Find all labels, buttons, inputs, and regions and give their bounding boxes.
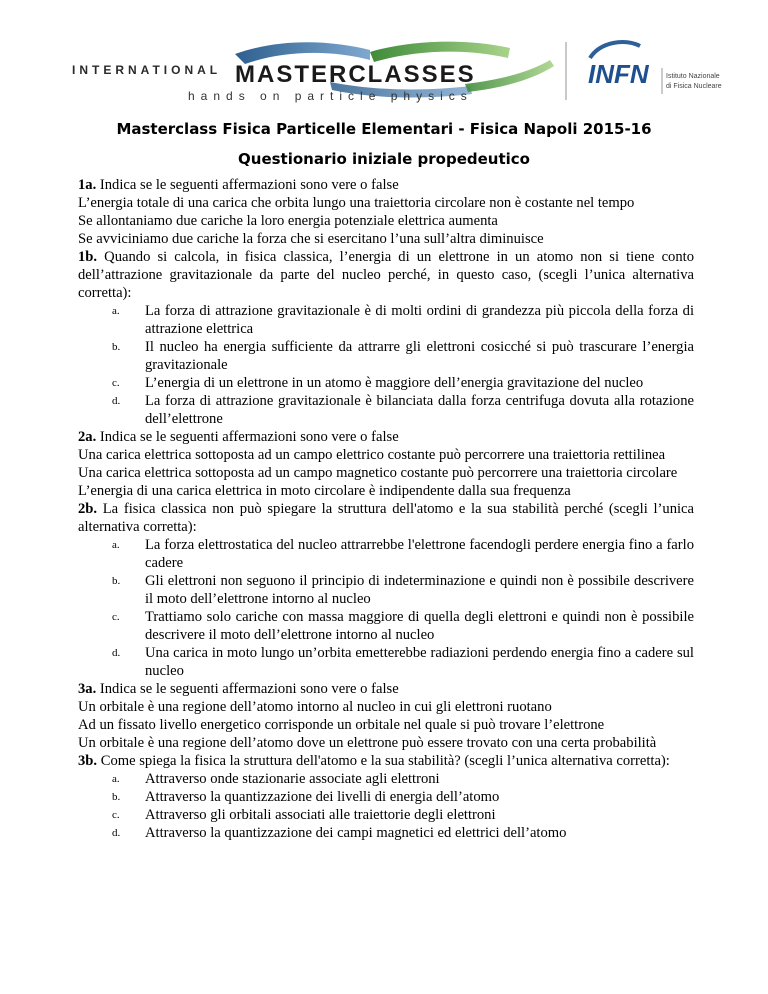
option-item — [78, 536, 694, 572]
option-item — [78, 338, 694, 374]
question-3b — [78, 752, 694, 770]
option-text: L’energia di un elettrone in un atomo è maggiore dell’energia gravitazione del nucleo — [145, 375, 644, 391]
option-item — [78, 806, 694, 824]
masterclasses-logo — [70, 38, 560, 104]
option-item — [78, 824, 694, 842]
option-text: Il nucleo ha energia sufficiente da attrarre gli elettroni cosicché si può trascurare l’energia gravitazionale — [145, 339, 694, 373]
option-text: Attraverso la quantizzazione dei campi magnetici ed elettrici dell’atomo — [145, 825, 567, 841]
option-letter: d. — [112, 827, 121, 839]
statement: Un orbitale è una regione dell’atomo intorno al nucleo in cui gli elettroni ruotano — [78, 699, 552, 715]
statement: Un orbitale è una regione dell’atomo dove un elettrone può essere trovato con una certa probabilità — [78, 735, 657, 751]
logo-international-text: INTERNATIONAL — [72, 63, 222, 77]
question-3a — [78, 680, 694, 698]
infn-logo-text: INFN — [588, 59, 649, 89]
option-letter: a. — [112, 305, 120, 317]
question-text: Indica se le seguenti affermazioni sono vere o false — [96, 681, 399, 697]
document-subtitle: Questionario iniziale propedeutico — [238, 150, 530, 168]
infn-logo — [570, 38, 722, 104]
infn-logo-sub2: di Fisica Nucleare — [666, 83, 722, 90]
header-banner — [70, 38, 722, 104]
option-item — [78, 788, 694, 806]
question-2b — [78, 500, 694, 536]
option-letter: b. — [112, 341, 121, 353]
option-item — [78, 770, 694, 788]
option-letter: a. — [112, 539, 120, 551]
option-text: Gli elettroni non seguono il principio di indeterminazione e quindi non è possibile descrivere il moto dell’elettrone intorno al nucleo — [145, 573, 694, 607]
question-number: 2a. — [78, 429, 97, 445]
option-text: Trattiamo solo cariche con massa maggiore di quella degli elettroni e quindi non è possibile descrivere il moto dell’elettrone intorno al nucleo — [145, 609, 694, 643]
option-text: La forza elettrostatica del nucleo attrarrebbe l'elettrone facendogli perdere energia fino a farlo cadere — [145, 537, 694, 571]
question-number: 1b. — [78, 249, 98, 265]
question-number: 3a. — [78, 681, 97, 697]
statement: L’energia di una carica elettrica in moto circolare è indipendente dalla sua frequenza — [78, 483, 571, 499]
question-1a — [78, 176, 694, 194]
question-text: Indica se le seguenti affermazioni sono vere o false — [96, 429, 399, 445]
option-letter: d. — [112, 395, 121, 407]
option-letter: c. — [112, 611, 120, 623]
option-letter: c. — [112, 377, 120, 389]
option-text: La forza di attrazione gravitazionale è bilanciata dalla forza centrifuga dovuta alla rotazione dell’elettrone — [145, 393, 694, 427]
option-text: La forza di attrazione gravitazionale è di molti ordini di grandezza più piccola della forza di attrazione elettrica — [145, 303, 694, 337]
question-text: Quando si calcola, in fisica classica, l’energia di un elettrone in un atomo non si tiene conto dell’attrazione gravitazionale da parte del nucleo perché, in questo caso, (scegli l’unica alternativa corretta): — [78, 249, 694, 301]
question-2a — [78, 428, 694, 446]
option-letter: b. — [112, 575, 121, 587]
statement: Una carica elettrica sottoposta ad un campo magnetico costante può percorrere una traiettoria circolare — [78, 465, 678, 481]
option-item — [78, 374, 694, 392]
option-letter: d. — [112, 647, 121, 659]
option-text: Attraverso la quantizzazione dei livelli di energia dell’atomo — [145, 789, 500, 805]
questionnaire-body — [78, 176, 694, 842]
option-item — [78, 608, 694, 644]
infn-logo-sub1: Istituto Nazionale — [666, 73, 720, 80]
logo-divider — [565, 42, 567, 100]
statement: Una carica elettrica sottoposta ad un campo elettrico costante può percorrere una traiettoria rettilinea — [78, 447, 666, 463]
statement: Ad un fissato livello energetico corrisponde un orbitale nel quale si può trovare l’elettrone — [78, 717, 605, 733]
option-letter: a. — [112, 773, 120, 785]
question-number: 2b. — [78, 501, 98, 517]
option-item — [78, 392, 694, 428]
question-text: Indica se le seguenti affermazioni sono vere o false — [96, 177, 399, 193]
option-text: Una carica in moto lungo un’orbita emetterebbe radiazioni perdendo energia fino a cadere sul nucleo — [145, 645, 694, 679]
document-title: Masterclass Fisica Particelle Elementari - Fisica Napoli 2015-16 — [116, 120, 652, 138]
option-letter: c. — [112, 809, 120, 821]
question-number: 1a. — [78, 177, 97, 193]
option-item — [78, 302, 694, 338]
option-item — [78, 572, 694, 608]
logo-tagline: hands on particle physics — [188, 89, 473, 103]
option-text: Attraverso onde stazionarie associate agli elettroni — [145, 771, 440, 787]
question-text: La fisica classica non può spiegare la struttura dell'atomo e la sua stabilità perché (scegli l’unica alternativa corretta): — [78, 501, 694, 535]
question-text: Come spiega la fisica la struttura dell'atomo e la sua stabilità? (scegli l’unica alternativa corretta): — [97, 753, 670, 769]
statement: Se allontaniamo due cariche la loro energia potenziale elettrica aumenta — [78, 213, 498, 229]
logo-masterclasses-text: MASTERCLASSES — [235, 61, 476, 88]
question-1b — [78, 248, 694, 302]
question-number: 3b. — [78, 753, 98, 769]
statement: L’energia totale di una carica che orbita lungo una traiettoria circolare non è costante nel tempo — [78, 195, 635, 211]
statement: Se avviciniamo due cariche la forza che si esercitano l’una sull’altra diminuisce — [78, 231, 544, 247]
option-text: Attraverso gli orbitali associati alle traiettorie degli elettroni — [145, 807, 496, 823]
option-item — [78, 644, 694, 680]
option-letter: b. — [112, 791, 121, 803]
